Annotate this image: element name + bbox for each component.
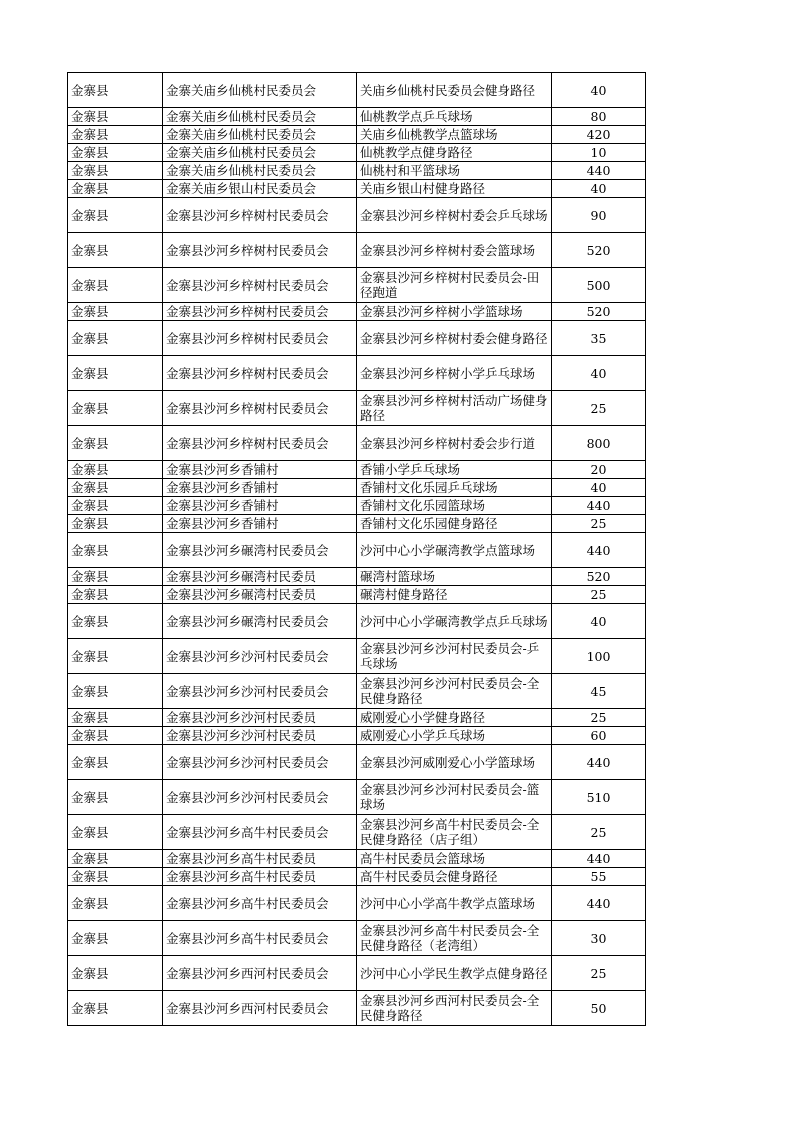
value-cell: 440 xyxy=(552,850,646,868)
value-cell: 440 xyxy=(552,162,646,180)
value-cell: 40 xyxy=(552,73,646,108)
value-cell: 40 xyxy=(552,180,646,198)
project-cell: 香铺村文化乐园篮球场 xyxy=(357,497,552,515)
value-cell: 25 xyxy=(552,815,646,850)
table-row xyxy=(68,198,646,233)
project-cell: 金寨县沙河乡梓树村委会篮球场 xyxy=(357,233,552,268)
org-cell: 金寨县沙河乡梓树村民委员会 xyxy=(163,303,357,321)
table-row xyxy=(68,533,646,568)
county-cell: 金寨县 xyxy=(68,568,163,586)
table-row xyxy=(68,604,646,639)
county-cell: 金寨县 xyxy=(68,956,163,991)
org-cell: 金寨县沙河乡沙河村民委员会 xyxy=(163,674,357,709)
table-row xyxy=(68,303,646,321)
project-cell: 仙桃教学点健身路径 xyxy=(357,144,552,162)
project-cell: 金寨县沙河乡梓树小学乒乓球场 xyxy=(357,356,552,391)
table-row xyxy=(68,479,646,497)
value-cell: 500 xyxy=(552,268,646,303)
county-cell: 金寨县 xyxy=(68,586,163,604)
project-cell: 香铺村文化乐园健身路径 xyxy=(357,515,552,533)
county-cell: 金寨县 xyxy=(68,604,163,639)
value-cell: 25 xyxy=(552,586,646,604)
county-cell: 金寨县 xyxy=(68,533,163,568)
value-cell: 30 xyxy=(552,921,646,956)
table-row xyxy=(68,73,646,108)
project-cell: 仙桃教学点乒乓球场 xyxy=(357,108,552,126)
project-cell: 关庙乡仙桃教学点篮球场 xyxy=(357,126,552,144)
value-cell: 25 xyxy=(552,515,646,533)
table-row xyxy=(68,921,646,956)
value-cell: 520 xyxy=(552,303,646,321)
county-cell: 金寨县 xyxy=(68,233,163,268)
project-cell: 金寨县沙河乡梓树村活动广场健身路径 xyxy=(357,391,552,426)
table-row xyxy=(68,162,646,180)
org-cell: 金寨县沙河乡高牛村民委员会 xyxy=(163,921,357,956)
org-cell: 金寨县沙河乡香铺村 xyxy=(163,479,357,497)
value-cell: 510 xyxy=(552,780,646,815)
county-cell: 金寨县 xyxy=(68,674,163,709)
project-cell: 威刚爱心小学健身路径 xyxy=(357,709,552,727)
project-cell: 高牛村民委员会篮球场 xyxy=(357,850,552,868)
facility-table xyxy=(67,72,646,1026)
project-cell: 金寨县沙河乡沙河村民委员会-全民健身路径 xyxy=(357,674,552,709)
table-row xyxy=(68,356,646,391)
org-cell: 金寨县沙河乡碾湾村民委员 xyxy=(163,568,357,586)
org-cell: 金寨县沙河乡高牛村民委员 xyxy=(163,868,357,886)
table-row xyxy=(68,461,646,479)
value-cell: 25 xyxy=(552,956,646,991)
org-cell: 金寨县沙河乡梓树村民委员会 xyxy=(163,233,357,268)
county-cell: 金寨县 xyxy=(68,497,163,515)
value-cell: 80 xyxy=(552,108,646,126)
project-cell: 高牛村民委员会健身路径 xyxy=(357,868,552,886)
project-cell: 金寨县沙河乡高牛村民委员会-全民健身路径（老湾组） xyxy=(357,921,552,956)
org-cell: 金寨县沙河乡香铺村 xyxy=(163,515,357,533)
county-cell: 金寨县 xyxy=(68,198,163,233)
org-cell: 金寨县沙河乡沙河村民委员 xyxy=(163,727,357,745)
org-cell: 金寨县沙河乡沙河村民委员会 xyxy=(163,639,357,674)
org-cell: 金寨关庙乡仙桃村民委员会 xyxy=(163,162,357,180)
county-cell: 金寨县 xyxy=(68,886,163,921)
org-cell: 金寨县沙河乡梓树村民委员会 xyxy=(163,268,357,303)
county-cell: 金寨县 xyxy=(68,180,163,198)
county-cell: 金寨县 xyxy=(68,391,163,426)
project-cell: 碾湾村健身路径 xyxy=(357,586,552,604)
table-row xyxy=(68,868,646,886)
county-cell: 金寨县 xyxy=(68,144,163,162)
county-cell: 金寨县 xyxy=(68,991,163,1026)
table-row xyxy=(68,108,646,126)
org-cell: 金寨县沙河乡梓树村民委员会 xyxy=(163,391,357,426)
org-cell: 金寨县沙河乡梓树村民委员会 xyxy=(163,426,357,461)
table-row xyxy=(68,233,646,268)
project-cell: 金寨县沙河乡梓树村委会健身路径 xyxy=(357,321,552,356)
table-row xyxy=(68,515,646,533)
project-cell: 关庙乡银山村健身路径 xyxy=(357,180,552,198)
org-cell: 金寨县沙河乡西河村民委员会 xyxy=(163,956,357,991)
table-row xyxy=(68,144,646,162)
table-row xyxy=(68,426,646,461)
org-cell: 金寨县沙河乡梓树村民委员会 xyxy=(163,321,357,356)
county-cell: 金寨县 xyxy=(68,780,163,815)
county-cell: 金寨县 xyxy=(68,461,163,479)
org-cell: 金寨县沙河乡沙河村民委员 xyxy=(163,709,357,727)
table-row xyxy=(68,126,646,144)
org-cell: 金寨县沙河乡碾湾村民委员会 xyxy=(163,533,357,568)
project-cell: 香铺小学乒乓球场 xyxy=(357,461,552,479)
table-row xyxy=(68,850,646,868)
value-cell: 50 xyxy=(552,991,646,1026)
table-row xyxy=(68,815,646,850)
org-cell: 金寨县沙河乡高牛村民委员会 xyxy=(163,886,357,921)
table-row xyxy=(68,321,646,356)
org-cell: 金寨关庙乡仙桃村民委员会 xyxy=(163,144,357,162)
value-cell: 520 xyxy=(552,233,646,268)
table-row xyxy=(68,639,646,674)
project-cell: 金寨县沙河乡沙河村民委员会-乒乓球场 xyxy=(357,639,552,674)
project-cell: 沙河中心小学高牛教学点篮球场 xyxy=(357,886,552,921)
table-row xyxy=(68,180,646,198)
value-cell: 90 xyxy=(552,198,646,233)
county-cell: 金寨县 xyxy=(68,268,163,303)
project-cell: 碾湾村篮球场 xyxy=(357,568,552,586)
org-cell: 金寨县沙河乡梓树村民委员会 xyxy=(163,356,357,391)
org-cell: 金寨县沙河乡沙河村民委员会 xyxy=(163,780,357,815)
table-row xyxy=(68,586,646,604)
table-row xyxy=(68,956,646,991)
county-cell: 金寨县 xyxy=(68,639,163,674)
project-cell: 金寨县沙河威刚爱心小学篮球场 xyxy=(357,745,552,780)
project-cell: 沙河中心小学碾湾教学点篮球场 xyxy=(357,533,552,568)
value-cell: 40 xyxy=(552,604,646,639)
table-row xyxy=(68,709,646,727)
org-cell: 金寨关庙乡银山村民委员会 xyxy=(163,180,357,198)
table-row xyxy=(68,745,646,780)
value-cell: 40 xyxy=(552,479,646,497)
value-cell: 60 xyxy=(552,727,646,745)
org-cell: 金寨关庙乡仙桃村民委员会 xyxy=(163,73,357,108)
project-cell: 金寨县沙河乡高牛村民委员会-全民健身路径（店子组） xyxy=(357,815,552,850)
project-cell: 金寨县沙河乡梓树村委会乒乓球场 xyxy=(357,198,552,233)
value-cell: 40 xyxy=(552,356,646,391)
value-cell: 440 xyxy=(552,886,646,921)
project-cell: 金寨县沙河乡沙河村民委员会-篮球场 xyxy=(357,780,552,815)
county-cell: 金寨县 xyxy=(68,162,163,180)
county-cell: 金寨县 xyxy=(68,426,163,461)
county-cell: 金寨县 xyxy=(68,108,163,126)
project-cell: 金寨县沙河乡梓树村委会步行道 xyxy=(357,426,552,461)
table-row xyxy=(68,674,646,709)
org-cell: 金寨县沙河乡西河村民委员会 xyxy=(163,991,357,1026)
county-cell: 金寨县 xyxy=(68,303,163,321)
value-cell: 440 xyxy=(552,533,646,568)
value-cell: 520 xyxy=(552,568,646,586)
county-cell: 金寨县 xyxy=(68,709,163,727)
org-cell: 金寨县沙河乡高牛村民委员 xyxy=(163,850,357,868)
table-row xyxy=(68,268,646,303)
org-cell: 金寨县沙河乡香铺村 xyxy=(163,497,357,515)
table-row xyxy=(68,991,646,1026)
project-cell: 金寨县沙河乡梓树小学篮球场 xyxy=(357,303,552,321)
table-row xyxy=(68,497,646,515)
org-cell: 金寨县沙河乡沙河村民委员会 xyxy=(163,745,357,780)
county-cell: 金寨县 xyxy=(68,921,163,956)
org-cell: 金寨县沙河乡高牛村民委员会 xyxy=(163,815,357,850)
org-cell: 金寨关庙乡仙桃村民委员会 xyxy=(163,126,357,144)
value-cell: 25 xyxy=(552,709,646,727)
value-cell: 20 xyxy=(552,461,646,479)
county-cell: 金寨县 xyxy=(68,727,163,745)
project-cell: 关庙乡仙桃村民委员会健身路径 xyxy=(357,73,552,108)
table-row xyxy=(68,391,646,426)
county-cell: 金寨县 xyxy=(68,73,163,108)
table-row xyxy=(68,886,646,921)
value-cell: 100 xyxy=(552,639,646,674)
table-row xyxy=(68,780,646,815)
org-cell: 金寨关庙乡仙桃村民委员会 xyxy=(163,108,357,126)
value-cell: 10 xyxy=(552,144,646,162)
county-cell: 金寨县 xyxy=(68,850,163,868)
org-cell: 金寨县沙河乡碾湾村民委员会 xyxy=(163,604,357,639)
project-cell: 沙河中心小学民生教学点健身路径 xyxy=(357,956,552,991)
county-cell: 金寨县 xyxy=(68,479,163,497)
value-cell: 440 xyxy=(552,745,646,780)
county-cell: 金寨县 xyxy=(68,815,163,850)
county-cell: 金寨县 xyxy=(68,321,163,356)
county-cell: 金寨县 xyxy=(68,868,163,886)
project-cell: 沙河中心小学碾湾教学点乒乓球场 xyxy=(357,604,552,639)
value-cell: 55 xyxy=(552,868,646,886)
table-row xyxy=(68,727,646,745)
value-cell: 45 xyxy=(552,674,646,709)
project-cell: 金寨县沙河乡梓树村民委员会-田径跑道 xyxy=(357,268,552,303)
table-row xyxy=(68,568,646,586)
org-cell: 金寨县沙河乡碾湾村民委员 xyxy=(163,586,357,604)
org-cell: 金寨县沙河乡香铺村 xyxy=(163,461,357,479)
county-cell: 金寨县 xyxy=(68,126,163,144)
value-cell: 440 xyxy=(552,497,646,515)
county-cell: 金寨县 xyxy=(68,356,163,391)
project-cell: 香铺村文化乐园乒乓球场 xyxy=(357,479,552,497)
value-cell: 35 xyxy=(552,321,646,356)
project-cell: 金寨县沙河乡西河村民委员会-全民健身路径 xyxy=(357,991,552,1026)
value-cell: 25 xyxy=(552,391,646,426)
project-cell: 仙桃村和平篮球场 xyxy=(357,162,552,180)
value-cell: 420 xyxy=(552,126,646,144)
county-cell: 金寨县 xyxy=(68,515,163,533)
table-body xyxy=(68,73,646,1026)
org-cell: 金寨县沙河乡梓树村民委员会 xyxy=(163,198,357,233)
project-cell: 威刚爱心小学乒乓球场 xyxy=(357,727,552,745)
county-cell: 金寨县 xyxy=(68,745,163,780)
value-cell: 800 xyxy=(552,426,646,461)
